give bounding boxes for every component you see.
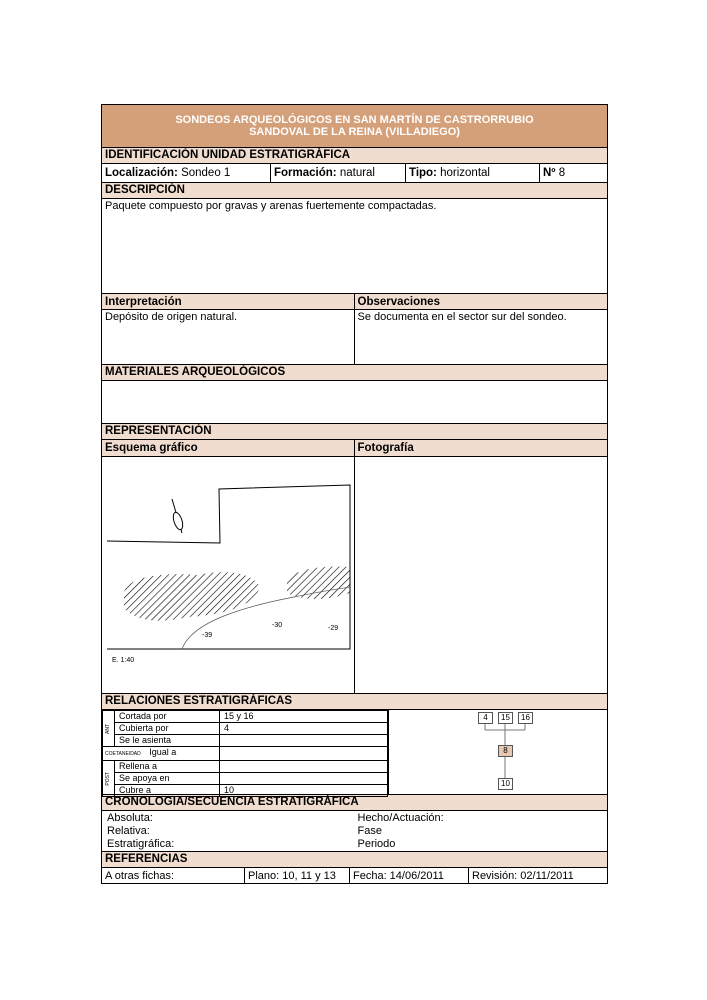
localizacion-label: Localización: — [105, 167, 178, 179]
esquema-sketch — [102, 457, 354, 693]
rel-label: Cortada por — [115, 711, 220, 723]
hatched-area-left — [124, 572, 260, 621]
descripcion-heading: DESCRIPCIÓN — [101, 183, 608, 199]
materiales-heading: MATERIALES ARQUEOLÓGICOS — [101, 365, 608, 381]
rel-value — [220, 773, 388, 785]
fecha: Fecha: 14/06/2011 — [350, 868, 469, 883]
fase-label: Fase — [357, 825, 382, 837]
record-sheet — [101, 104, 608, 884]
cronologia-heading: CRONOLOGIA/SECUENCIA ESTRATIGRÁFICA — [101, 795, 608, 811]
observaciones-heading: Observaciones — [357, 296, 440, 308]
rel-label: Rellena a — [115, 761, 220, 773]
numero-cell — [540, 164, 607, 182]
referencias-heading: REFERENCIAS — [101, 852, 608, 868]
revision: Revisión: 02/11/2011 — [472, 870, 574, 882]
numero-value: 8 — [558, 167, 566, 179]
cronologia-body — [101, 811, 608, 852]
identificacion-heading: IDENTIFICACIÓN UNIDAD ESTRATIGRÁFICA — [101, 148, 608, 164]
rel-label: Se le asienta — [115, 735, 220, 747]
cronologia-left — [102, 811, 355, 851]
fotografia-cell — [355, 457, 608, 693]
rel-label: Se apoya en — [115, 773, 220, 785]
rel-group-ant: ANT — [103, 711, 115, 747]
interp-obs-row — [101, 310, 608, 365]
matrix-box: 4 — [478, 712, 493, 724]
estratigrafica-label: Estratigráfica: — [107, 838, 175, 850]
fotografia-heading: Fotografía — [357, 442, 414, 454]
rel-value — [220, 761, 388, 773]
rel-value — [220, 735, 388, 747]
rel-row — [103, 773, 388, 785]
formacion-value: natural — [339, 167, 375, 179]
representacion-subheading-row — [101, 440, 608, 457]
rel-value — [220, 747, 388, 761]
rel-row — [103, 711, 388, 723]
rel-label: Cubre a — [115, 785, 220, 797]
representacion-heading: REPRESENTACIÓN — [101, 424, 608, 440]
cronologia-right — [355, 811, 608, 851]
numero-label: Nº — [543, 167, 556, 179]
relaciones-table — [102, 710, 388, 797]
representacion-body — [101, 457, 608, 694]
localizacion-cell — [102, 164, 271, 182]
rel-row — [103, 747, 388, 761]
sketch-label-3: -29 — [328, 625, 339, 632]
matrix-box-current: 8 — [498, 745, 513, 757]
rel-label: Cubierta por — [115, 723, 220, 735]
rel-row — [103, 761, 388, 773]
esquema-heading: Esquema gráfico — [102, 440, 355, 456]
sheet-title — [101, 104, 608, 148]
observaciones-text: Se documenta en el sector sur del sondeo. — [357, 311, 567, 323]
interpretacion-text: Depósito de origen natural. — [102, 310, 355, 364]
referencias-row — [101, 868, 608, 884]
title-line-1: SONDEOS ARQUEOLÓGICOS EN SAN MARTÍN DE CASTRORRUBIO — [175, 114, 534, 126]
materiales-box — [101, 381, 608, 424]
esquema-cell — [102, 457, 355, 693]
sketch-label-1: -39 — [202, 632, 213, 639]
matrix-box: 16 — [518, 712, 533, 724]
interpretacion-heading: Interpretación — [102, 294, 355, 309]
rel-value: 4 — [220, 723, 388, 735]
otras-fichas: A otras fichas: — [102, 868, 245, 883]
absoluta-label: Absoluta: — [107, 812, 153, 824]
periodo-label: Periodo — [357, 838, 396, 850]
hecho-label: Hecho/Actuación: — [357, 812, 444, 824]
matrix-box: 10 — [498, 778, 513, 790]
formacion-label: Formación: — [274, 167, 337, 179]
title-line-2: SANDOVAL DE LA REINA (VILLADIEGO) — [249, 126, 460, 138]
relaciones-body — [101, 710, 608, 795]
descripcion-text: Paquete compuesto por gravas y arenas fuertemente compactadas. — [101, 199, 608, 294]
rel-row — [103, 723, 388, 735]
interp-obs-heading-row — [101, 294, 608, 310]
rel-value: 10 — [220, 785, 388, 797]
tipo-cell — [406, 164, 540, 182]
rel-row — [103, 735, 388, 747]
north-arrow-icon — [171, 511, 184, 531]
rel-group-post: POST — [103, 761, 115, 797]
formacion-cell — [271, 164, 406, 182]
tipo-value: horizontal — [440, 167, 490, 179]
hatched-area-right — [287, 567, 350, 599]
identificacion-row — [101, 164, 608, 183]
harris-matrix — [389, 710, 607, 794]
tipo-label: Tipo: — [409, 167, 437, 179]
plano: Plano: 10, 11 y 13 — [245, 868, 350, 883]
rel-value: 15 y 16 — [220, 711, 388, 723]
rel-row — [103, 785, 388, 797]
matrix-box: 15 — [498, 712, 513, 724]
trench-outline — [107, 485, 350, 649]
localizacion-value: Sondeo 1 — [181, 167, 231, 179]
rel-group-coet: COETANEIDAD Igual a — [103, 747, 220, 761]
sketch-scale: E. 1:40 — [112, 657, 135, 664]
relaciones-heading: RELACIONES ESTRATIGRÁFICAS — [101, 694, 608, 710]
relaciones-table-wrap — [102, 710, 389, 794]
sketch-label-2: -30 — [272, 622, 283, 629]
relativa-label: Relativa: — [107, 825, 150, 837]
